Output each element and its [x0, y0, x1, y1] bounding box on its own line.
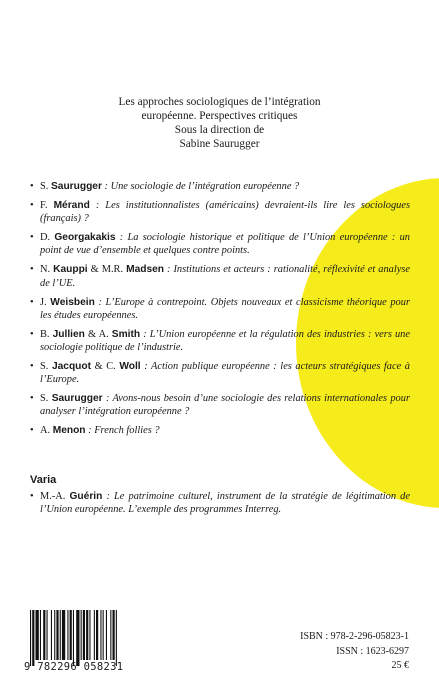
barcode-bar	[32, 610, 34, 666]
price: 25 €	[391, 660, 409, 671]
author-name: Guérin	[69, 491, 103, 502]
article-title: : Avons-nous besoin d’une sociologie des relations internationales pour analyser l’intégration européenne ?	[40, 393, 410, 418]
barcode-bar	[51, 610, 52, 660]
article-title: : Le patrimoine culturel, instrument de la stratégie de légitimation de l’Union européenne. L’exemple des programmes Interreg.	[40, 491, 410, 516]
title-line-1: Les approches sociologiques de l’intégration	[118, 96, 321, 108]
varia-heading: Varia	[30, 474, 57, 486]
issn-number: ISSN : 1623-6297	[336, 645, 409, 657]
toc-entry: • J. Weisbein : L’Europe à contrepoint. Objets nouveaux et classicisme théorique pour les études européennes.	[30, 296, 410, 322]
barcode-bar	[106, 610, 107, 660]
toc-entry: • S. Saurugger : Une sociologie de l’intégration européenne ?	[30, 180, 410, 193]
author-name: Kauppi	[53, 264, 88, 276]
article-title: : Les institutionnalistes (américains) devraient-ils lire les sociologues (français) ?	[40, 200, 410, 225]
barcode-bar	[73, 610, 74, 666]
barcode-bar	[96, 610, 98, 660]
barcode-bar	[47, 610, 48, 660]
toc-entry: • N. Kauppi & M.R. Madsen : Institutions et acteurs : rationalité, réflexivité et analyse de l’UE.	[30, 263, 410, 289]
barcode-bar	[94, 610, 95, 660]
barcode-bar	[76, 610, 79, 666]
author-name: Mérand	[53, 200, 90, 212]
author-name: Weisbein	[50, 296, 95, 308]
barcode-bar	[54, 610, 55, 660]
toc-entry: • A. Menon : French follies ?	[30, 424, 410, 437]
article-title: : La sociologie historique et politique de l’Union européenne : un point de vue d’ensemble et quelques contre points.	[40, 232, 411, 257]
barcode-bar	[81, 610, 82, 660]
barcode-bar	[116, 610, 117, 666]
varia-list	[30, 490, 410, 516]
author-name: Jacquot	[51, 361, 92, 373]
article-title: : L’Europe à contrepoint. Objets nouveaux et classicisme théorique pour les études européennes.	[40, 296, 410, 321]
editor-name: Sabine Saurugger	[179, 138, 260, 150]
author-name: Madsen	[126, 264, 165, 276]
author-name: Jullien	[52, 328, 85, 340]
article-title: : French follies ?	[88, 425, 160, 437]
table-of-contents	[30, 180, 410, 444]
barcode-bar	[100, 610, 101, 660]
editor-label: Sous la direction de	[174, 124, 265, 136]
barcode-bar	[110, 610, 111, 660]
toc-entry: • F. Mérand : Les institutionnalistes (américains) devraient-ils lire les sociologues (français) ?	[30, 199, 410, 225]
barcode-bar	[40, 610, 41, 660]
barcode-bar	[62, 610, 65, 660]
barcode-digits: 9 782296 058231	[24, 661, 124, 673]
author-name: Woll	[119, 361, 141, 373]
toc-entry: • D. Georgakakis : La sociologie historique et politique de l’Union européenne : un point de vue d’ensemble et quelques contre points.	[30, 231, 410, 257]
author-name: Saurugger	[50, 181, 102, 192]
toc-entry: • M.-A. Guérin : Le patrimoine culturel, instrument de la stratégie de légitimation de l’Union européenne. L’exemple des programmes Interreg.	[30, 490, 410, 516]
author-name: Georgakakis	[54, 232, 116, 244]
article-title: : Une sociologie de l’intégration européenne ?	[104, 181, 300, 192]
barcode-bar	[86, 610, 88, 660]
article-title: : Institutions et acteurs : rationalité, réflexivité et analyse de l’UE.	[40, 264, 410, 289]
article-title: : Action publique européenne : les acteurs stratégiques face à l’Europe.	[40, 361, 410, 386]
barcode-bar	[103, 610, 104, 660]
author-name: Saurugger	[51, 393, 103, 405]
barcode-bar	[43, 610, 45, 660]
barcode-bar	[113, 610, 115, 660]
barcode-bar	[83, 610, 85, 660]
author-name: Smith	[111, 328, 141, 340]
barcode-bar	[89, 610, 90, 660]
title-line-2: européenne. Perspectives critiques	[141, 110, 298, 122]
barcode-bar	[67, 610, 68, 660]
isbn-number: ISBN : 978-2-296-05823-1	[300, 631, 409, 642]
toc-entry: • S. Jacquot & C. Woll : Action publique européenne : les acteurs stratégiques face à l’Europe.	[30, 360, 410, 386]
barcode-bar	[70, 610, 72, 660]
toc-entry: • B. Jullien & A. Smith : L’Union européenne et la régulation des industries : vers une sociologie politique de l’industrie.	[30, 328, 410, 354]
isbn-block	[300, 630, 409, 674]
author-name: Menon	[52, 425, 86, 437]
toc-entry: • S. Saurugger : Avons-nous besoin d’une sociologie des relations internationales pour analyser l’intégration européenne ?	[30, 392, 410, 418]
barcode-bar	[60, 610, 61, 660]
article-title: : L’Union européenne et la régulation des industries : vers une sociologie politique de l’industrie.	[40, 328, 410, 353]
book-title-block	[0, 95, 439, 151]
barcode-bar	[30, 610, 31, 666]
barcode-bar	[36, 610, 39, 660]
barcode-bar	[56, 610, 58, 660]
